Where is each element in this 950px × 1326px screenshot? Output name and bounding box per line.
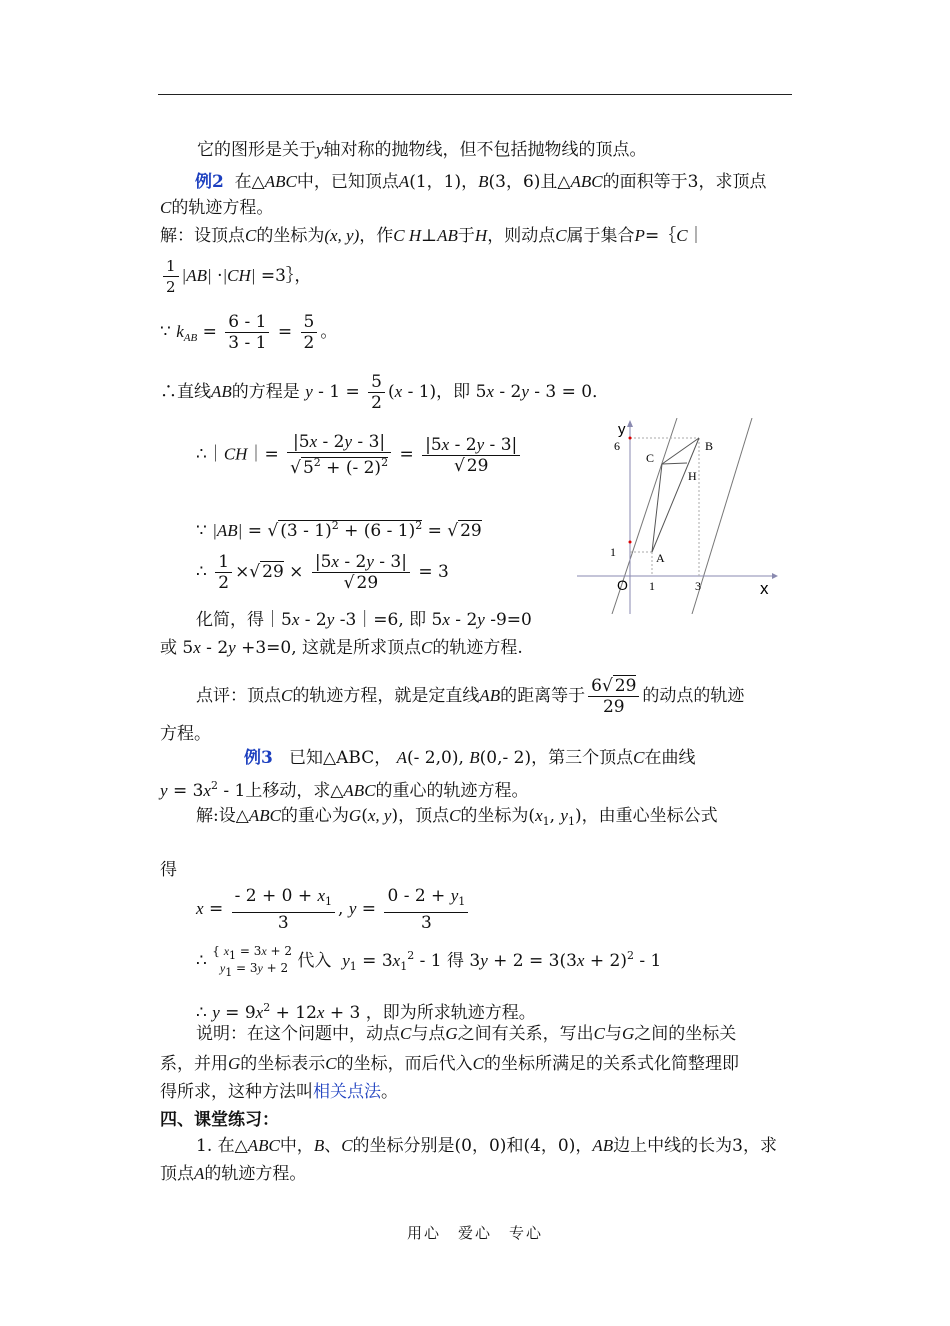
text-line-1: 它的图形是关于y轴对称的抛物线，但不包括抛物线的顶点。 [197,140,647,160]
ab-length-equation: ∵ |AB| = √ (3 - 1)$^2$ + (6 - 1)$^2$ = √ 29 [196,519,482,541]
y1-marker [629,541,632,544]
y-axis-arrow [627,420,633,427]
x-axis-arrow [772,573,778,579]
triangle-figure [572,418,782,614]
line-ab-equation: ∴直线AB的方程是 y - 1 = $\frac{5}{2}$ (x - 1)，即 5x - 2y - 3 = 0． [160,372,610,413]
example-3-label: 例3 [244,748,273,768]
example-2-label: 例2 [195,172,224,192]
example-3-line-2: $y = 3x^2 - 1$上移动，求△ABC的重心的轨迹方程。 [160,779,529,801]
example-2-line: 例2 在△ABC中，已知顶点A(1，1)，B(3，6)且△ABC的面积等于3，求顶点 [195,172,767,192]
example-2-line-2: C的轨迹方程。 [160,198,274,218]
tick-1y-label: 1 [610,545,616,559]
ch-distance-equation: ∴｜CH｜= $\frac{|5x - 2y - 3|}{√ 5^2 + (- 2)^2}$ = $\frac{|5x - 2y - 3|}{√ 29}$ [196,432,523,478]
solution-line-1: 解：设顶点C的坐标为(x, y)，作C H⊥AB于H，则动点C属于集合P=｛C｜ [160,226,705,246]
axis-x-label: x [760,579,769,598]
note-line-3 [160,1080,398,1104]
tick-1x-label: 1 [649,579,655,593]
point-c-label: C [646,451,655,465]
note-line-3-end: 。 [381,1082,398,1102]
set-condition: $\frac{1}{2}$ |AB| ·|CH| =3｝， [160,256,311,297]
de-char: 得 [160,860,177,880]
note-line-1: 说明：在这个问题中，动点C与点G之间有关系，写出C与G之间的坐标关 [196,1024,737,1044]
simplify-line-1: 化简，得｜5x - 2y -3｜=6, 即 5x - 2y -9=0 [196,610,532,630]
header-rule [158,94,792,95]
point-a-label: A [656,551,665,565]
note-line-2: 系，并用G的坐标表示C的坐标，而后代入C的坐标所满足的关系式化简整理即 [160,1054,739,1074]
solution-3-line: 解:设△ABC的重心为G(x, y)，顶点C的坐标为($x_1$, $y_1$)，由重心坐标公式 [196,806,718,828]
comment-line-2: 方程。 [160,724,211,744]
example-3-line: 例3 已知△ABC， A(- 2,0), B(0,- 2)，第三个顶点C在曲线 [244,748,696,768]
exercise-1-line-2: 顶点A的轨迹方程。 [160,1164,307,1184]
slope-ab: ∵ $k_{AB}$ = $\frac{6 - 1}{3 - 1}$ = $\frac{5}{2}$ 。 [160,312,338,353]
page-footer: 用心 爱心 专心 [406,1224,543,1242]
area-equation: ∴ $\frac{1}{2}$ ×√ 29 × $\frac{|5x - 2y - 3|}{√ 29}$ = 3 [196,552,449,593]
tick-3x-label: 3 [695,579,701,593]
origin-label: O [617,577,628,593]
comment-line-1: 点评：顶点C的轨迹方程，就是定直线AB的距离等于 $\frac{6√ 29}{29}$ 的动点的轨迹 [196,676,745,717]
section-4-heading: 四、课堂练习： [160,1110,279,1130]
boundary-line-right [692,418,752,614]
simplify-line-2: 或 5x - 2y +3=0, 这就是所求顶点C的轨迹方程. [160,638,523,658]
axis-y-label: y [618,421,626,438]
related-point-method-link[interactable]: 相关点法 [313,1082,381,1102]
centroid-formulas: x = $\frac{- 2 + 0 + x_1}{3}$ , y = $\frac{0 - 2 + y_1}{3}$ [196,886,471,933]
point-h-label: H [688,469,697,483]
result-line: ∴ $y = 9x^2 + 12x + 3$ ，即为所求轨迹方程。 [196,1001,536,1023]
y6-marker [629,437,632,440]
substitution-line: ∴ { x1 = 3x + 2 y1 = 3y + 2 代入 $y_1 = 3x_1^2 - 1$ 得 $3y + 2 = 3(3x + 2)^2 - 1$ [196,943,662,979]
note-line-3-text: 得所求，这种方法叫 [160,1082,313,1102]
tick-6-label: 6 [614,439,620,453]
exercise-1-line-1: 1. 在△ABC中，B、C的坐标分别是(0，0)和(4，0)，AB边上中线的长为3，求 [196,1136,777,1156]
point-b-label: B [705,439,714,453]
segment-ch [662,463,687,464]
